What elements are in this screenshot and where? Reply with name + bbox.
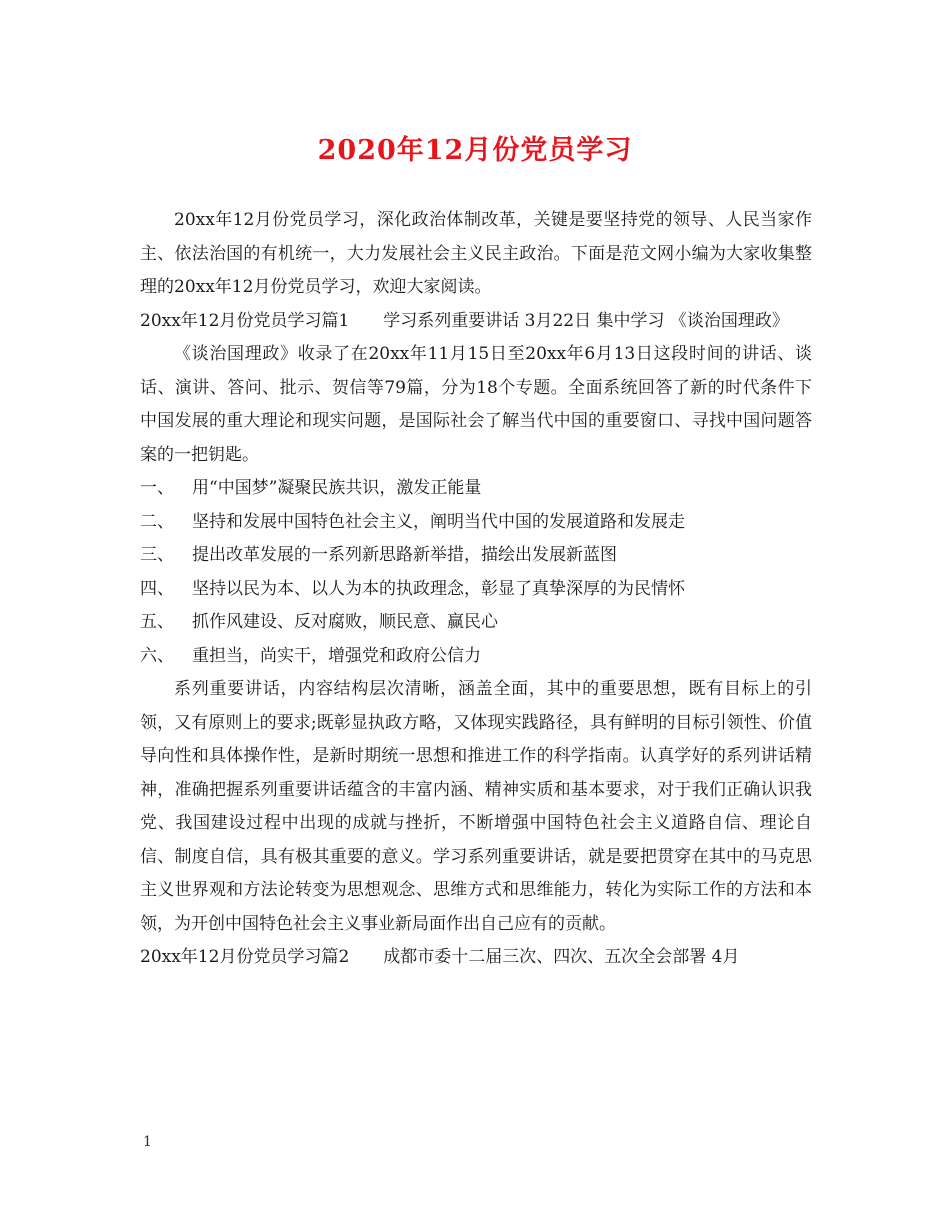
section1-closing-paragraph: 系列重要讲话，内容结构层次清晰，涵盖全面，其中的重要思想，既有目标上的引领，又有原则上的要求;既彰显执政方略，又体现实践路径，具有鲜明的目标引领性、价值导向性和具体操作性，是新时期统一思想和推进工作的科学指南。认真学好的系列讲话精神，准确把握系列重要讲话蕴含的丰富内涵、精神实质和基本要求，对于我们正确认识我党、我国建设过程中出现的成就与挫折，不断增强中国特色社会主义道路自信、理论自信、制度自信，具有极其重要的意义。学习系列重要讲话，就是要把贯穿在其中的马克思主义世界观和方法论转变为思想观念、思维方式和思维能力，转化为实际工作的方法和本领，为开创中国特色社会主义事业新局面作出自己应有的贡献。 xyxy=(140,679,812,934)
list-item-text: 坚持以民为本、以人为本的执政理念，彰显了真挚深厚的为民情怀 xyxy=(192,578,685,599)
list-item xyxy=(140,606,812,640)
list-item-text: 重担当，尚实干，增强党和政府公信力 xyxy=(192,645,481,666)
list-item-number: 五、 xyxy=(140,612,174,632)
topic-list xyxy=(140,472,812,673)
list-item-text: 坚持和发展中国特色社会主义，阐明当代中国的发展道路和发展走 xyxy=(192,511,685,532)
list-item xyxy=(140,472,812,506)
section1-heading: 20xx年12月份党员学习篇1 学习系列重要讲话 3月22日 集中学习 《谈治国理政》 xyxy=(140,310,789,331)
document-body xyxy=(140,204,812,975)
list-item-text: 用“中国梦”凝聚民族共识，激发正能量 xyxy=(192,478,482,498)
list-item-number: 三、 xyxy=(140,545,174,565)
page-number: 1 xyxy=(143,1134,152,1150)
section2-heading: 20xx年12月份党员学习篇2 成都市委十二届三次、四次、五次全会部署 4月 xyxy=(140,947,740,967)
list-item-number: 四、 xyxy=(140,578,174,599)
intro-paragraph: 20xx年12月份党员学习，深化政治体制改革，关键是要坚持党的领导、人民当家作主、依法治国的有机统一，大力发展社会主义民主政治。下面是范文网小编为大家收集整理的20xx年12月份党员学习，欢迎大家阅读。 xyxy=(140,210,812,297)
list-item-text: 提出改革发展的一系列新思路新举措，描绘出发展新蓝图 xyxy=(192,545,617,565)
section1-paragraph: 《谈治国理政》收录了在20xx年11月15日至20xx年6月13日这段时间的讲话、谈话、演讲、答问、批示、贺信等79篇，分为18个专题。全面系统回答了新的时代条件下中国发展的重大理论和现实问题，是国际社会了解当代中国的重要窗口、寻找中国问题答案的一把钥匙。 xyxy=(140,344,812,465)
list-item-number: 一、 xyxy=(140,478,174,498)
document-title: 2020年12月份党员学习 xyxy=(317,135,633,166)
list-item-text: 抓作风建设、反对腐败，顺民意、赢民心 xyxy=(192,612,498,632)
list-item-number: 六、 xyxy=(140,645,174,666)
list-item-number: 二、 xyxy=(140,511,174,532)
list-item xyxy=(140,506,812,540)
list-item xyxy=(140,539,812,573)
list-item xyxy=(140,640,812,674)
list-item xyxy=(140,573,812,607)
